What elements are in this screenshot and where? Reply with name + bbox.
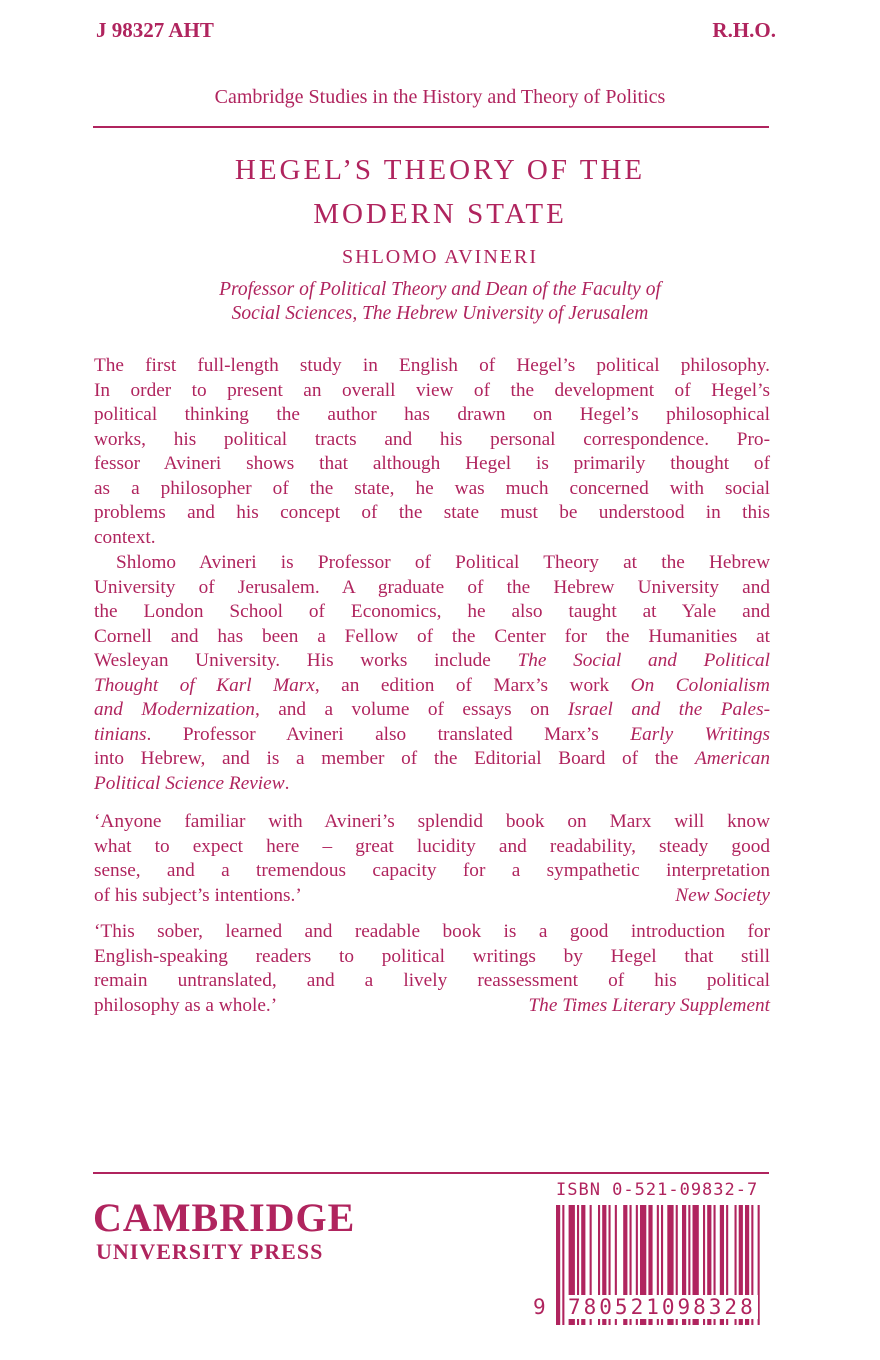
text-line: Political Science Review. — [94, 772, 290, 794]
work-title: The Social and Political — [517, 650, 770, 671]
publisher-logo: CAMBRIDGE — [93, 1195, 356, 1240]
review-quote — [94, 920, 770, 1018]
text-line: The first full-length study in English of Hegel’s political philosophy. — [94, 355, 770, 376]
ean-first-digit: 9 — [533, 1295, 546, 1319]
series-code: R.H.O. — [712, 18, 776, 42]
text-line: problems and his concept of the state must be understood in this — [94, 502, 770, 523]
publisher-logo-subtitle: UNIVERSITY PRESS — [96, 1239, 324, 1264]
barcode-bar — [556, 1205, 560, 1325]
affiliation-line-1: Professor of Political Theory and Dean of the Faculty of — [219, 279, 661, 300]
book-title-line-1: HEGEL’S THEORY OF THE — [234, 154, 646, 186]
catalog-code: J 98327 AHT — [96, 18, 214, 42]
text-line: works, his political tracts and his personal correspondence. Pro- — [94, 428, 770, 450]
text-line: tinians. Professor Avineri also translated Marx’s Early Writings — [94, 723, 771, 745]
book-title-line-2: MODERN STATE — [313, 198, 567, 230]
affiliation-line-2: Social Sciences, The Hebrew University of Jerusalem — [231, 303, 649, 324]
review-quote — [94, 810, 770, 908]
text-line: philosophy as a whole.’ The Times Literary Supplement — [94, 994, 770, 1019]
work-title: Political Science Review — [94, 772, 285, 794]
text-line: Cornell and has been a Fellow of the Center for the Humanities at — [94, 625, 770, 647]
author-affiliation — [0, 278, 880, 326]
text-line: Thought of Karl Marx, an edition of Marx’s work On Colonialism — [94, 674, 770, 696]
top-rule — [93, 126, 769, 128]
book-title — [0, 148, 880, 236]
ean-digits: 780521098328 — [568, 1295, 756, 1319]
text-line: the London School of Economics, he also taught at Yale and — [94, 601, 770, 622]
text-line: Shlomo Avineri is Professor of Political Theory at the Hebrew — [116, 552, 770, 573]
text-line: ‘Anyone familiar with Avineri’s splendid book on Marx will know — [94, 811, 770, 832]
text-line: of his subject’s intentions.’ New Society — [94, 884, 770, 909]
text-line: and Modernization, and a volume of essays on Israel and the Pales- — [94, 699, 770, 720]
text-line: fessor Avineri shows that although Hegel is primarily thought of — [94, 453, 770, 474]
text-line: In order to present an overall view of the development of Hegel’s — [94, 379, 770, 401]
work-title: Israel and the Pales- — [567, 699, 770, 720]
text-line: University of Jerusalem. A graduate of the Hebrew University and — [94, 576, 770, 598]
work-title: Early Writings — [630, 723, 771, 745]
author-name: SHLOMO AVINERI — [342, 246, 538, 268]
barcode-bar — [758, 1205, 760, 1325]
text-line: remain untranslated, and a lively reassessment of his political — [94, 970, 770, 991]
text-line: English-speaking readers to political writings by Hegel that still — [94, 945, 770, 967]
barcode-bar — [562, 1205, 564, 1325]
review-source: The Times Literary Supplement — [528, 994, 770, 1016]
text-line: ‘This sober, learned and readable book is a good introduction for — [94, 921, 770, 942]
work-title: tinians — [94, 723, 147, 745]
work-title: Thought of Karl Marx — [94, 674, 315, 696]
text-line: into Hebrew, and is a member of the Editorial Board of the American — [94, 748, 770, 769]
work-title: On Colonialism — [630, 674, 770, 696]
series-title: Cambridge Studies in the History and Theory of Politics — [214, 86, 666, 108]
text-line: Wesleyan University. His works include The Social and Political — [94, 650, 770, 671]
text-line: sense, and a tremendous capacity for a sympathetic interpretation — [94, 860, 770, 881]
text-line: context. — [94, 526, 156, 548]
work-title: American — [695, 748, 770, 769]
work-title: and Modernization — [94, 699, 255, 720]
description-paragraph — [94, 354, 770, 550]
bottom-rule — [93, 1172, 769, 1174]
text-line: as a philosopher of the state, he was much concerned with social — [94, 477, 770, 499]
author-bio-paragraph — [94, 551, 770, 796]
text-line: political thinking the author has drawn on Hegel’s philosophical — [94, 404, 770, 425]
review-source: New Society — [675, 884, 770, 906]
text-line: what to expect here – great lucidity and readability, steady good — [94, 835, 770, 857]
isbn-label: ISBN 0-521-09832-7 — [556, 1180, 759, 1200]
